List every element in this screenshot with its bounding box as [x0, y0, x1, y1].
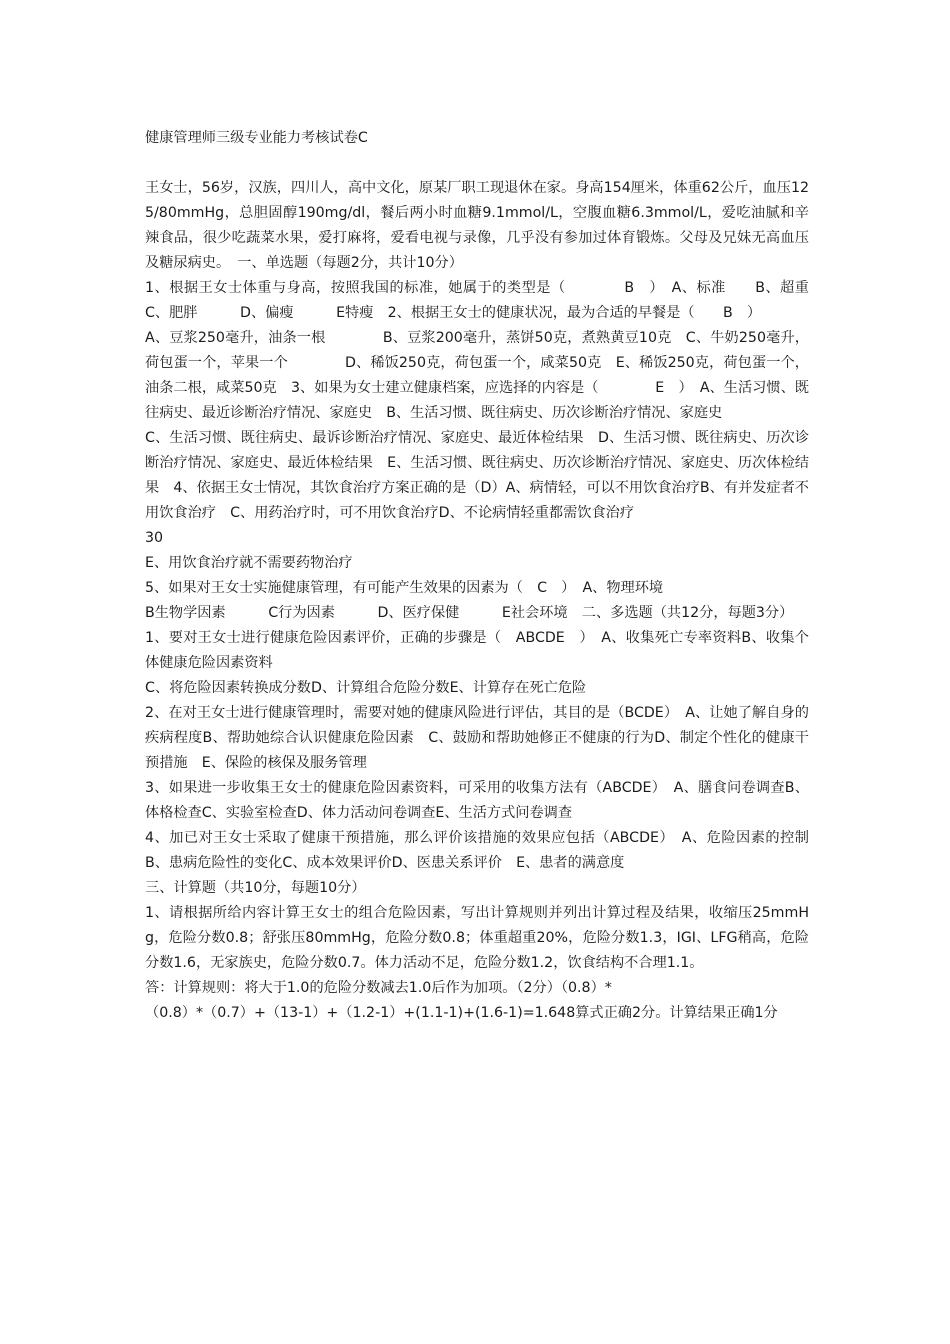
paragraph-options-multi-header: B生物学因素 C行为因素 D、医疗保健 E社会环境 二、多选题（共12分，每题3分）	[145, 605, 794, 621]
paragraph-single-choice-3-4: C、生活习惯、既往病史、最诉诊断治疗情况、家庭史、最近体检结果 D、生活习惯、既往病史、历次诊断治疗情况、家庭史、最近体检结果 E、生活习惯、既往病史、历次诊断治疗情况、家庭史、历次体检结果 4、依据王女士情况，其饮食治疗方案正确的是（D）A、病情轻，可以不用饮食治疗B、有并发症者不用饮食治疗 C、用药治疗时，可不用饮食治疗D、不论病情轻重都需饮食治疗	[145, 430, 809, 521]
paragraph-option-e: E、用饮食治疗就不需要药物治疗	[145, 555, 353, 571]
paragraph-single-choice-1-2: 1、根据王女士体重与身高，按照我国的标准，她属于的类型是（ B ） A、标准 B、超重 C、肥胖 D、偏瘦 E特瘦 2、根据王女士的健康状况，最为合适的早餐是（ B ）	[145, 280, 852, 321]
paragraph-multi-choice-1-options: C、将危险因素转换成分数D、计算组合危险分数E、计算存在死亡危险	[145, 680, 587, 696]
paragraph-answer-rule: 答：计算规则：将大于1.0的危险分数减去1.0后作为加项。（2分）（0.8）*	[145, 980, 612, 996]
paragraph-multi-choice-1: 1、要对王女士进行健康危险因素评价，正确的步骤是（ ABCDE ） A、收集死亡专率资料B、收集个体健康危险因素资料	[145, 630, 809, 671]
document-body	[145, 126, 852, 1026]
section-heading-calculation: 三、计算题（共10分，每题10分）	[145, 880, 366, 896]
paragraph-calculation-question: 1、请根据所给内容计算王女士的组合危险因素，写出计算规则并列出计算过程及结果，收缩压25mmHg，危险分数0.8；舒张压80mmHg，危险分数0.8；体重超重20%，危险分数1.3，IGI、LFG稍高，危险分数1.6，无家族史，危险分数0.7。体力活动不足，危险分数1.2，饮食结构不合理1.1。	[145, 905, 809, 971]
paragraph-multi-choice-4: 4、加已对王女士采取了健康干预措施，那么评价该措施的效果应包括（ABCDE） A、危险因素的控制B、患病危险性的变化C、成本效果评价D、医患关系评价 E、患者的满意度	[145, 830, 809, 871]
document-title: 健康管理师三级专业能力考核试卷C	[145, 130, 368, 146]
page-number: 30	[145, 530, 164, 546]
paragraph-single-choice-options-3: A、豆浆250毫升，油条一根 B、豆浆200毫升，蒸饼50克，煮熟黄豆10克 C、牛奶250毫升，荷包蛋一个，苹果一个 D、稀饭250克，荷包蛋一个，咸菜50克 E、稀饭250克，荷包蛋一个，油条二根，咸菜50克 3、如果为女士建立健康档案，应选择的内容是（ E ） A、生活习惯、既往病史、最近诊断治疗情况、家庭史 B、生活习惯、既往病史、历次诊断治疗情况、家庭史	[145, 330, 809, 421]
paragraph-single-choice-5: 5、如果对王女士实施健康管理，有可能产生效果的因素为（ C ） A、物理环境	[145, 580, 664, 596]
paragraph-multi-choice-2: 2、在对王女士进行健康管理时，需要对她的健康风险进行评估，其目的是（BCDE） A、让她了解自身的疾病程度B、帮助她综合认识健康危险因素 C、鼓励和帮助她修正不健康的行为D、制定个性化的健康干预措施 E、保险的核保及服务管理	[145, 705, 809, 771]
paragraph-multi-choice-3: 3、如果进一步收集王女士的健康危险因素资料，可采用的收集方法有（ABCDE） A、膳食问卷调查B、体格检查C、实验室检查D、体力活动问卷调查E、生活方式问卷调查	[145, 780, 809, 821]
paragraph-answer-formula: （0.8）*（0.7）+（13-1）+（1.2-1）+(1.1-1)+(1.6-1)=1.648算式正确2分。计算结果正确1分	[145, 1005, 778, 1021]
paragraph-case-intro: 王女士，56岁，汉族，四川人，高中文化，原某厂职工现退休在家。身高154厘米，体重62公斤，血压125/80mmHg，总胆固醇190mg/dl，餐后两小时血糖9.1mmol/L，空腹血糖6.3mmol/L，爱吃油腻和辛辣食品，很少吃蔬菜水果，爱打麻将，爱看电视与录像，几乎没有参加过体育锻炼。父母及兄妹无高血压及糖尿病史。 一、单选题（每题2分，共计10分）	[145, 180, 809, 271]
